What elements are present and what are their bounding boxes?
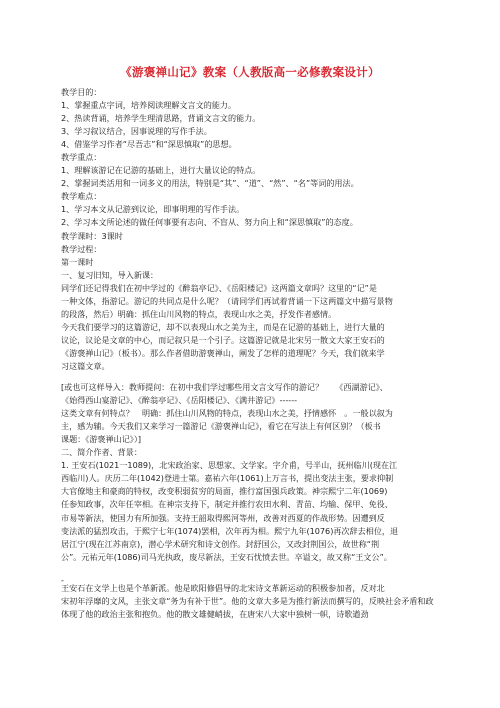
text-line: 1. 王安石(1021一1089)，北宋政治家、思想家、文学家。字介甫，号半山，抚州临川(现在江 xyxy=(61,460,398,471)
text-line: 同学们还记得我们在初中学过的《醉翁亭记》、《岳阳楼记》这两篇文章吗？这里的“记”是 xyxy=(61,282,377,293)
text-line: 这类文章有何特点？ 明确：抓住山川风物的特点，表现山水之美，抒情感怀 。一般以叙为 xyxy=(61,408,393,419)
text-line: 2、学习本文所论述的做任何事要有志向、不盲从、努力向上和“深思慎取”的态度。 xyxy=(61,217,358,228)
text-line: 4、借鉴学习作者“尽吾志”和“深思慎取”的思想。 xyxy=(61,139,237,150)
text-line: 体现了他的政治主张和抱负。他的散文雄健峭拔，在唐宋八大家中独树一帜，诗歌遒劲 xyxy=(61,608,369,619)
text-line: 公”。元祐元年(1086)司马光执政，废尽新法，王安石忧愤去世。卒谥文，故又称“王文公”。 xyxy=(61,551,392,562)
text-line: 第一课时 xyxy=(61,256,94,267)
text-line: 教学过程： xyxy=(61,243,102,254)
text-line: 1、掌握重点字词，培养阅读理解文言文的能力。 xyxy=(61,100,237,111)
text-line: [或也可这样导入：教师提问：在初中我们学过哪些用文言文写作的游记？ 《西湖游记》、 xyxy=(61,382,388,393)
section-heading: 教学重点： xyxy=(61,152,102,163)
text-line: 《游褒禅山记》（板书）。那么作者借助游褒禅山，阐发了怎样的道理呢？今天，我们就来学 xyxy=(61,347,385,358)
text-line: 市易等新法，使国力有所加强。支持王韶取得熙河等州，改善对西夏的作战形势。因遭到反 xyxy=(61,512,385,523)
text-line: 1、理解该游记在记游的基础上，进行大量议论的特点。 xyxy=(61,165,261,176)
text-line: 3、学习叙议结合，因事说理的写作手法。 xyxy=(61,126,212,137)
text-line: 今天我们要学习的这篇游记，却不以表现山水之美为主，而是在记游的基础上，进行大量的 xyxy=(61,321,385,332)
paragraph-gap xyxy=(61,373,443,381)
text-line: 二、简介作者、背景： xyxy=(61,447,142,458)
text-line: 2、热读背诵，培养学生理清思路，背诵文言文的能力。 xyxy=(61,113,261,124)
section-heading: 教学目的： xyxy=(61,87,102,97)
text-line: 2、掌握词类活用和一词多义的用法，特别是“其”、“道”、“然”、“名”等词的用法。 xyxy=(61,178,359,189)
text-line: 西临川)人。庆历二年(1042)登进士第。嘉祐六年(1061)上万言书，提出变法主张，要求抑制 xyxy=(61,473,394,484)
separator xyxy=(61,572,443,585)
document-title: 《游褒禅山记》教案（人教版高一必修教案设计） xyxy=(120,65,380,79)
text-line: 课题：《游褒禅山记》）] xyxy=(61,434,142,445)
text-line: 变法派的猛烈攻击，于熙宁七年(1074)罢相，次年再为相。熙宁九年(1076)再次辞去相位，退 xyxy=(61,525,399,536)
text-line: 习这篇文章。 xyxy=(61,360,110,371)
text-line: 《始得西山宴游记》、《醉翁亭记》、《岳阳楼记》、《满井游记》------ xyxy=(61,395,298,406)
text-line: 任参知政事，次年任宰相。在神宗支持下，制定并推行农田水利、青苗、均输、保甲、免役、 xyxy=(61,499,393,510)
text-line: 大官僚地主和豪商的特权，改变积弱贫穷的局面，推行富国强兵政策。神宗熙宁二年(1069) xyxy=(61,486,388,497)
document-body xyxy=(61,86,443,621)
text-line: 王安石在文学上也是个革新派。他是欧阳修倡导的北宋诗文革新运动的积极参加者，反对北 xyxy=(61,582,385,593)
text-line: 宋初年浮靡的文风，主张文章“务为有补于世”。他的文章大多是为推行新法而撰写的，反映社会矛盾和政 xyxy=(61,595,434,606)
text-line: 的段落，然后）明确：抓住山川风物的特点，表现山水之美，抒发作者感情。 xyxy=(61,308,337,319)
text-line: 议论，议论是文章的中心，而记叙只是一个引子。这篇游记就是北宋另一散文大家王安石的 xyxy=(61,334,385,345)
text-line: 一、复习旧知，导入新课： xyxy=(61,269,159,280)
text-line: 教学课时：3课时 xyxy=(61,230,123,241)
paragraph-gap xyxy=(61,564,443,572)
text-line: 一种文体，指游记。游记的共同点是什么呢？（请同学们再试着背诵一下这两篇文中描写景物 xyxy=(61,295,393,306)
section-heading: 教学难点： xyxy=(61,191,102,202)
text-line: 居江宁(现在江苏南京)，潜心学术研究和诗文创作。封舒国公，又改封荆国公，故世称“荆 xyxy=(61,538,380,549)
text-line: 主，感为辅。今天我们又来学习一篇游记《游褒禅山记》，看它在写法上有何区别？（板书 xyxy=(61,421,381,432)
separator-mark: - xyxy=(61,575,64,585)
text-line: 1、学习本文从记游到议论，即事明理的写作手法。 xyxy=(61,204,245,215)
